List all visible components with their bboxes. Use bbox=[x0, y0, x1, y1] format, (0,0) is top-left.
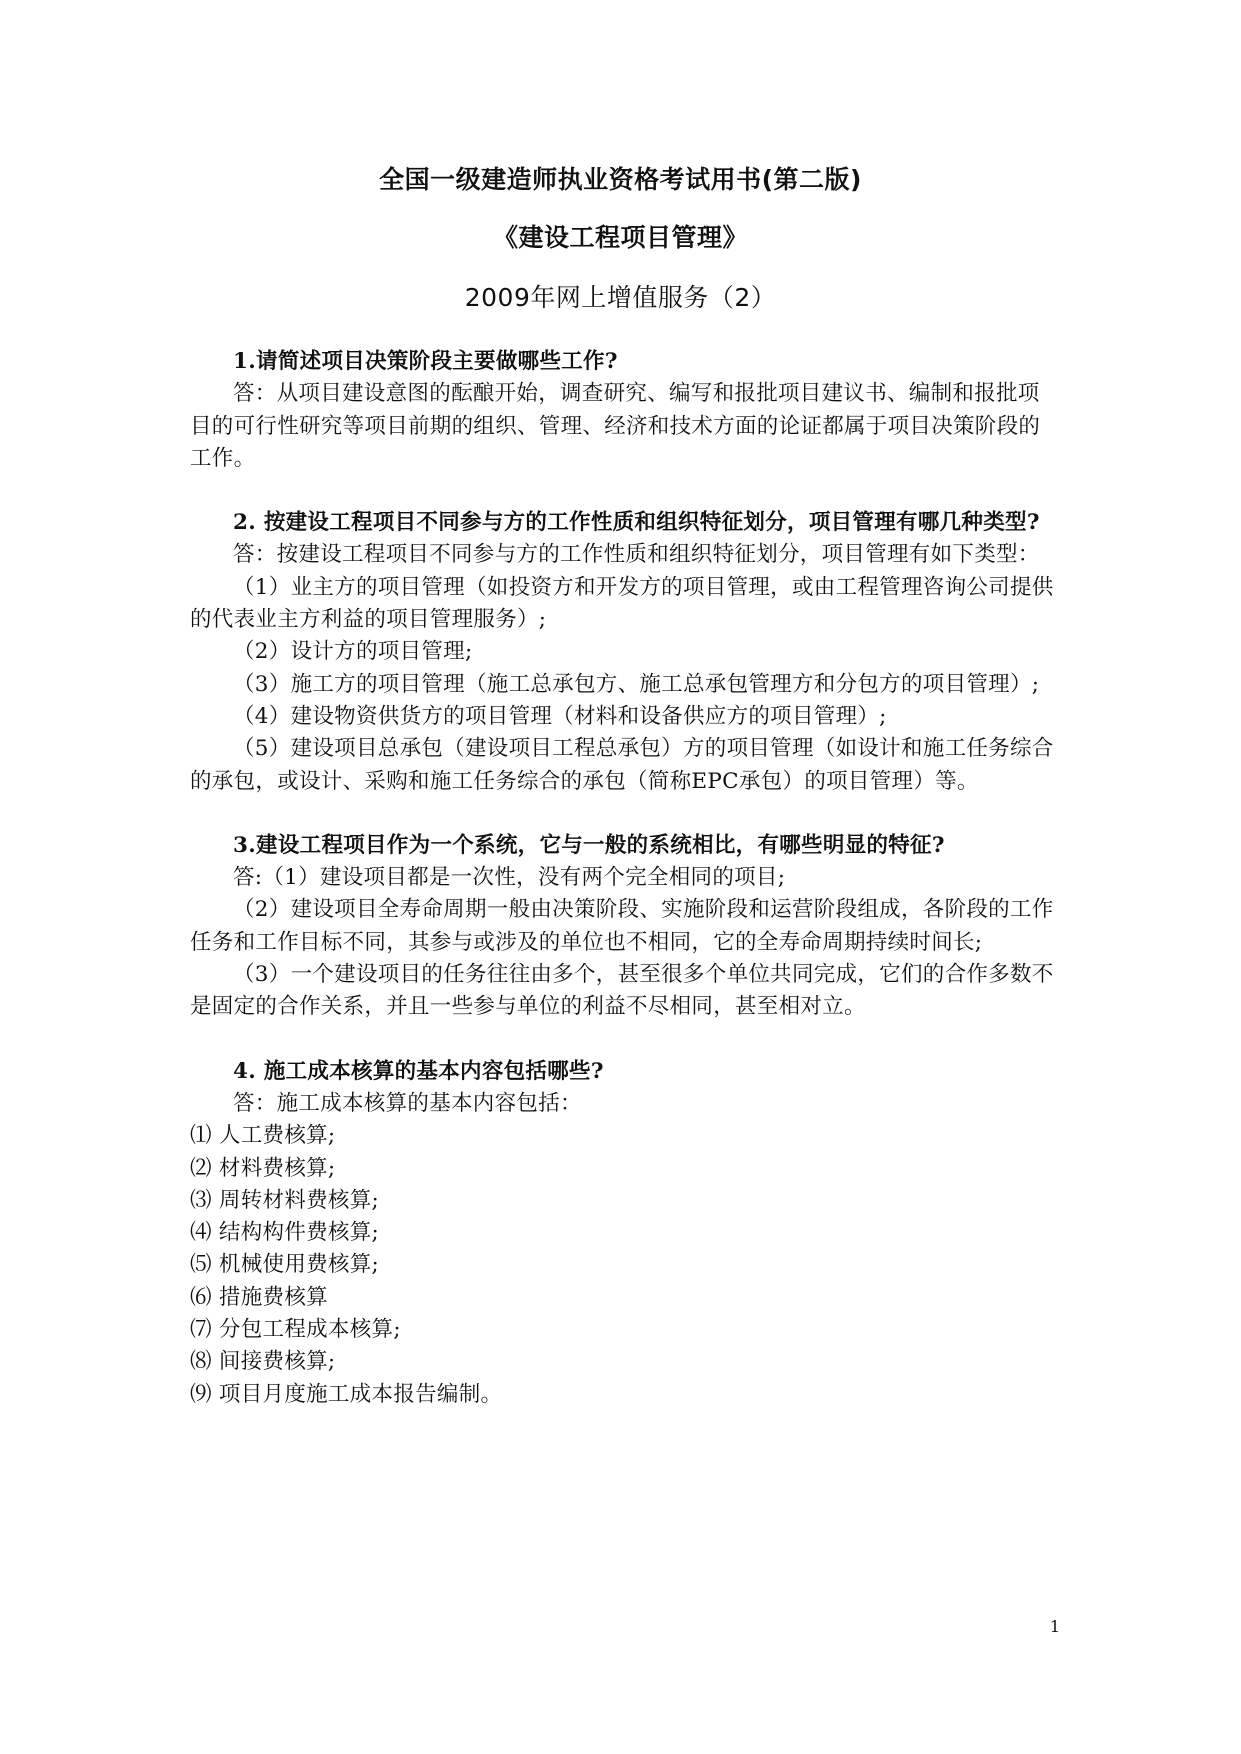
question-1: 1.请简述项目决策阶段主要做哪些工作? bbox=[233, 349, 618, 374]
question-3: 3.建设工程项目作为一个系统，它与一般的系统相比，有哪些明显的特征? bbox=[233, 832, 945, 858]
answer-paragraph: （3）施工方的项目管理（施工总承包方、施工总承包管理方和分包方的项目管理）; bbox=[233, 671, 1040, 697]
list-item: ⑴ 人工费核算; bbox=[190, 1123, 336, 1149]
question-2: 2. 按建设工程项目不同参与方的工作性质和组织特征划分，项目管理有哪几种类型? bbox=[233, 510, 1040, 536]
answer-paragraph: （2）设计方的项目管理; bbox=[233, 639, 473, 665]
qa-section-1 bbox=[190, 346, 1060, 475]
list-item: ⑻ 间接费核算; bbox=[190, 1349, 336, 1375]
subject-title: 《建设工程项目管理》 bbox=[492, 223, 748, 252]
question-4: 4. 施工成本核算的基本内容包括哪些? bbox=[233, 1058, 604, 1084]
qa-section-3 bbox=[190, 830, 1060, 1024]
answer-paragraph: 答：按建设工程项目不同参与方的工作性质和组织特征划分，项目管理有如下类型： bbox=[233, 542, 1040, 568]
list-item: ⑼ 项目月度施工成本报告编制。 bbox=[190, 1381, 503, 1407]
answer-paragraph: （5）建设项目总承包（建设项目工程总承包）方的项目管理（如设计和施工任务综合的承包，或设计、采购和施工任务综合的承包（简称EPC承包）的项目管理）等。 bbox=[190, 736, 1054, 794]
answer-paragraph: 答:（1）建设项目都是一次性，没有两个完全相同的项目; bbox=[233, 865, 786, 891]
answer-paragraph: 答：施工成本核算的基本内容包括： bbox=[233, 1090, 582, 1116]
answer-paragraph: （4）建设物资供货方的项目管理（材料和设备供应方的项目管理）; bbox=[233, 703, 887, 729]
answer-paragraph: 答：从项目建设意图的酝酿开始，调查研究、编写和报批项目建议书、编制和报批项目的可行性研究等项目前期的组织、管理、经济和技术方面的论证都属于项目决策阶段的工作。 bbox=[190, 381, 1041, 471]
answer-paragraph: （3）一个建设项目的任务往往由多个，甚至很多个单位共同完成，它们的合作多数不是固定的合作关系，并且一些参与单位的利益不尽相同，甚至相对立。 bbox=[190, 962, 1054, 1020]
title-block bbox=[0, 162, 1241, 316]
qa-section-4 bbox=[190, 1056, 1060, 1411]
answer-paragraph: （2）建设项目全寿命周期一般由决策阶段、实施阶段和运营阶段组成，各阶段的工作任务和工作目标不同，其参与或涉及的单位也不相同，它的全寿命周期持续时间长; bbox=[190, 897, 1054, 955]
list-item: ⑶ 周转材料费核算; bbox=[190, 1187, 380, 1213]
list-item: ⑵ 材料费核算; bbox=[190, 1155, 336, 1181]
list-item: ⑷ 结构构件费核算; bbox=[190, 1220, 380, 1246]
book-title: 全国一级建造师执业资格考试用书(第二版) bbox=[379, 165, 862, 194]
answer-paragraph: （1）业主方的项目管理（如投资方和开发方的项目管理，或由工程管理咨询公司提供的代表业主方利益的项目管理服务）; bbox=[190, 574, 1054, 633]
list-item: ⑺ 分包工程成本核算; bbox=[190, 1317, 401, 1343]
list-item: ⑹ 措施费核算 bbox=[190, 1284, 328, 1310]
service-title: 2009年网上增值服务（2） bbox=[464, 283, 777, 312]
page-number: 1 bbox=[1049, 1617, 1060, 1636]
list-item: ⑸ 机械使用费核算; bbox=[190, 1252, 380, 1278]
document-body bbox=[190, 346, 1060, 1411]
qa-section-2 bbox=[190, 507, 1060, 798]
